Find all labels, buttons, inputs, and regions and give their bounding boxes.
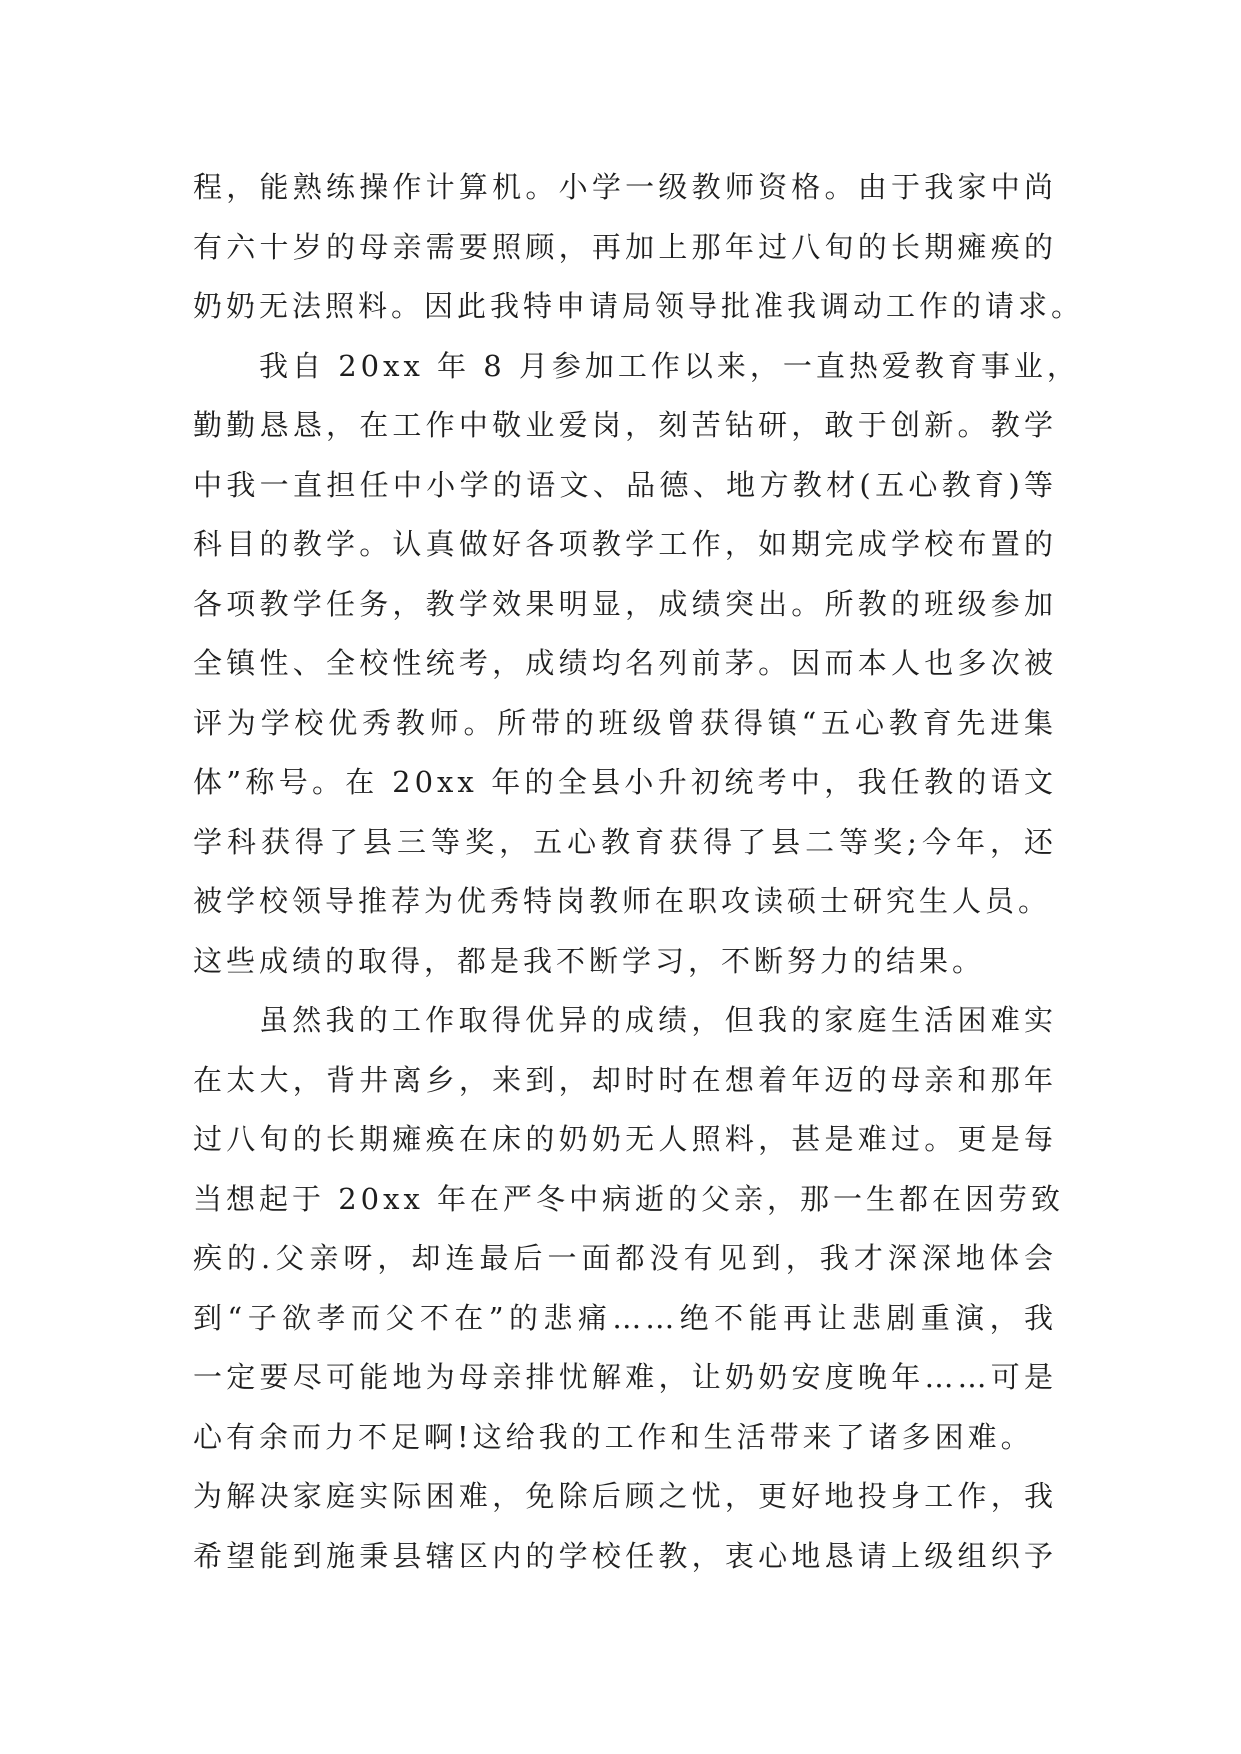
text-line: 程，能熟练操作计算机。小学一级教师资格。由于我家中尚 [193, 170, 1057, 204]
text-line: 各项教学任务，教学效果明显，成绩突出。所教的班级参加 [193, 586, 1057, 621]
text-line: 奶奶无法照料。因此我特申请局领导批准我调动工作的请求。 [193, 289, 1085, 323]
text-line: 被学校领导推荐为优秀特岗教师在职攻读硕士研究生人员。 [193, 884, 1052, 918]
text-line: 这些成绩的取得，都是我不断学习，不断努力的结果。 [193, 943, 986, 978]
text-line: 体”称号。在 20xx 年的全县小升初统考中，我任教的语文 [193, 765, 1057, 799]
text-line: 当想起于 20xx 年在严冬中病逝的父亲，那一生都在因劳致 [193, 1181, 1065, 1216]
paragraph [193, 991, 1065, 1586]
text-line: 希望能到施秉县辖区内的学校任教，衷心地恳请上级组织予 [193, 1538, 1057, 1573]
text-line: 在太大，背井离乡，来到，却时时在想着年迈的母亲和那年 [193, 1062, 1057, 1097]
text-line: 为解决家庭实际困难，免除后顾之忧，更好地投身工作，我 [193, 1479, 1057, 1513]
text-line: 勤勤恳恳，在工作中敬业爱岗，刻苦钻研，敢于创新。教学 [193, 408, 1057, 442]
text-line: 过八旬的长期瘫痪在床的奶奶无人照料，甚是难过。更是每 [193, 1122, 1057, 1156]
paragraph [193, 337, 1080, 992]
text-line: 科目的教学。认真做好各项教学工作，如期完成学校布置的 [193, 527, 1057, 561]
text-line: 疾的.父亲呀，却连最后一面都没有见到，我才深深地体会 [193, 1241, 1057, 1275]
text-line: 虽然我的工作取得优异的成绩，但我的家庭生活困难实 [259, 1003, 1057, 1037]
paragraph [193, 158, 1085, 337]
text-line: 我自 20xx 年 8 月参加工作以来，一直热爱教育事业， [259, 348, 1080, 383]
text-line: 全镇性、全校性统考，成绩均名列前茅。因而本人也多次被 [193, 646, 1057, 680]
text-line: 评为学校优秀教师。所带的班级曾获得镇“五心教育先进集 [193, 705, 1057, 740]
text-line: 心有余而力不足啊!这给我的工作和生活带来了诸多困难。 [193, 1419, 1034, 1454]
text-line: 有六十岁的母亲需要照顾，再加上那年过八旬的长期瘫痪的 [193, 229, 1057, 264]
text-line: 学科获得了县三等奖，五心教育获得了县二等奖;今年，还 [193, 824, 1057, 859]
text-line: 一定要尽可能地为母亲排忧解难，让奶奶安度晚年……可是 [193, 1360, 1057, 1394]
document-body [193, 158, 1085, 1586]
text-line: 到“子欲孝而父不在”的悲痛……绝不能再让悲剧重演，我 [193, 1300, 1057, 1335]
text-line: 中我一直担任中小学的语文、品德、地方教材(五心教育)等 [193, 467, 1057, 502]
